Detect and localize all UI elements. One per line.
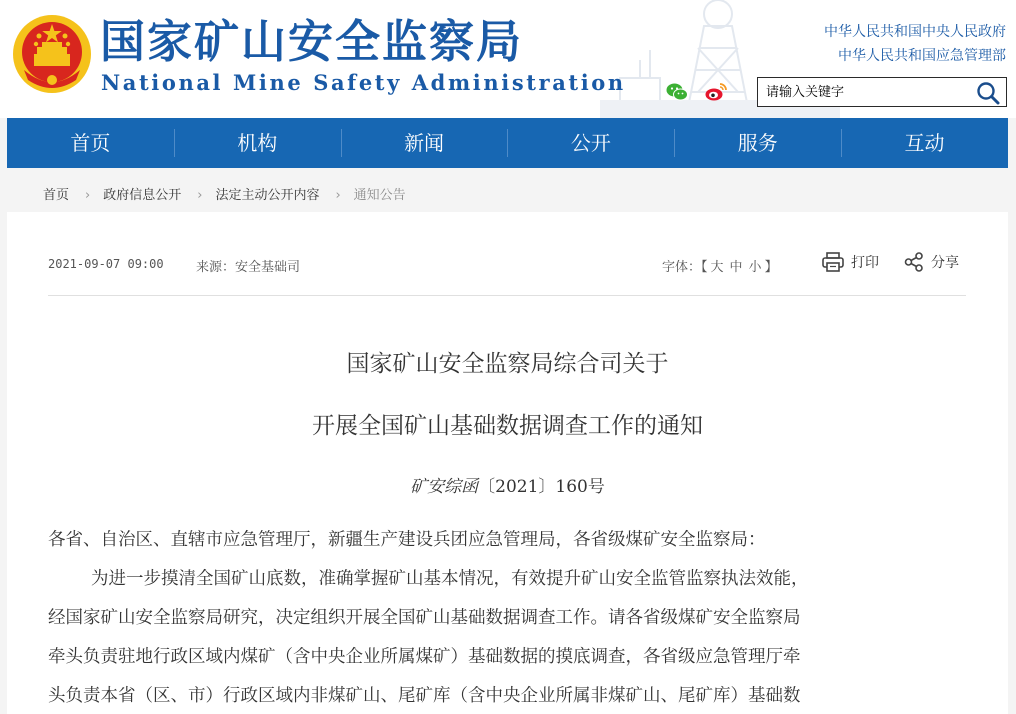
site-header [0,0,1016,118]
chevron-right-icon: › [335,188,341,203]
search-icon[interactable] [976,81,1000,105]
site-title-chinese: 国家矿山安全监察局 [100,15,524,68]
share-icon [904,252,924,272]
font-size-selector [662,256,778,275]
chevron-right-icon: › [85,188,91,203]
article-salutation: 各省、自治区、直辖市应急管理厅，新疆生产建设兵团应急管理局，各省级煤矿安全监察局： [48,530,766,550]
paragraph-line-4: 头负责本省（区、市）行政区域内非煤矿山、尾矿库（含中央企业所属非煤矿山、尾矿库）基础数 [48,686,801,706]
search-box [757,77,1007,107]
article-source: 来源：安全基础司 [196,260,301,275]
share-button[interactable] [904,252,959,272]
font-size-medium[interactable]: 中 [729,260,743,275]
national-emblem-logo [12,14,92,94]
article-title-line-1: 国家矿山安全监察局综合司关于 [346,351,669,377]
document-prefix: 矿安综函 [410,477,479,497]
nav-item-organization[interactable]: 机构 [174,118,341,168]
document-number [7,472,1008,497]
nav-item-services[interactable]: 服务 [674,118,841,168]
font-size-bracket-end: 】 [764,260,778,275]
font-size-large[interactable]: 大 [710,260,724,275]
print-label: 打印 [851,255,879,271]
font-size-small[interactable]: 小 [748,260,762,275]
paragraph-line-3: 牵头负责驻地行政区域内煤矿（含中央企业所属煤矿）基础数据的摸底调查，各省级应急管理厅牵 [48,647,801,667]
search-input[interactable] [766,81,966,103]
nav-item-news[interactable]: 新闻 [341,118,508,168]
printer-icon [822,252,844,272]
breadcrumb [43,183,406,209]
nav-item-public[interactable]: 公开 [507,118,674,168]
paragraph-line-1: 为进一步摸清全国矿山底数，准确掌握矿山基本情况，有效提升矿山安全监管监察执法效能， [91,569,809,589]
link-central-government[interactable]: 中华人民共和国中央人民政府 [824,24,1006,40]
article-title-line-2: 开展全国矿山基础数据调查工作的通知 [312,413,703,439]
nav-item-interaction[interactable]: 互动 [841,118,1008,168]
document-code: 〔2021〕160号 [478,477,605,497]
publish-date: 2021-09-07 09:00 [48,257,164,271]
breadcrumb-gov-info[interactable]: 政府信息公开 [103,188,182,203]
print-button[interactable] [822,252,879,272]
meta-divider [48,295,966,296]
main-nav [7,118,1008,168]
link-emergency-ministry[interactable]: 中华人民共和国应急管理部 [838,48,1006,64]
nav-item-home[interactable]: 首页 [70,131,111,155]
font-size-label: 字体：【 [662,260,708,275]
article-panel [7,212,1008,714]
site-title-english: National Mine Safety Administration [101,70,626,95]
wechat-icon[interactable] [666,82,688,102]
breadcrumb-home[interactable]: 首页 [43,188,70,203]
share-label: 分享 [931,255,959,271]
top-links [824,20,1006,68]
paragraph-line-2: 经国家矿山安全监察局研究，决定组织开展全国矿山基础数据调查工作。请各省级煤矿安全监察局 [48,608,801,628]
breadcrumb-statutory[interactable]: 法定主动公开内容 [215,188,320,203]
weibo-icon[interactable] [705,82,727,102]
breadcrumb-current: 通知公告 [353,188,406,203]
chevron-right-icon: › [197,188,203,203]
